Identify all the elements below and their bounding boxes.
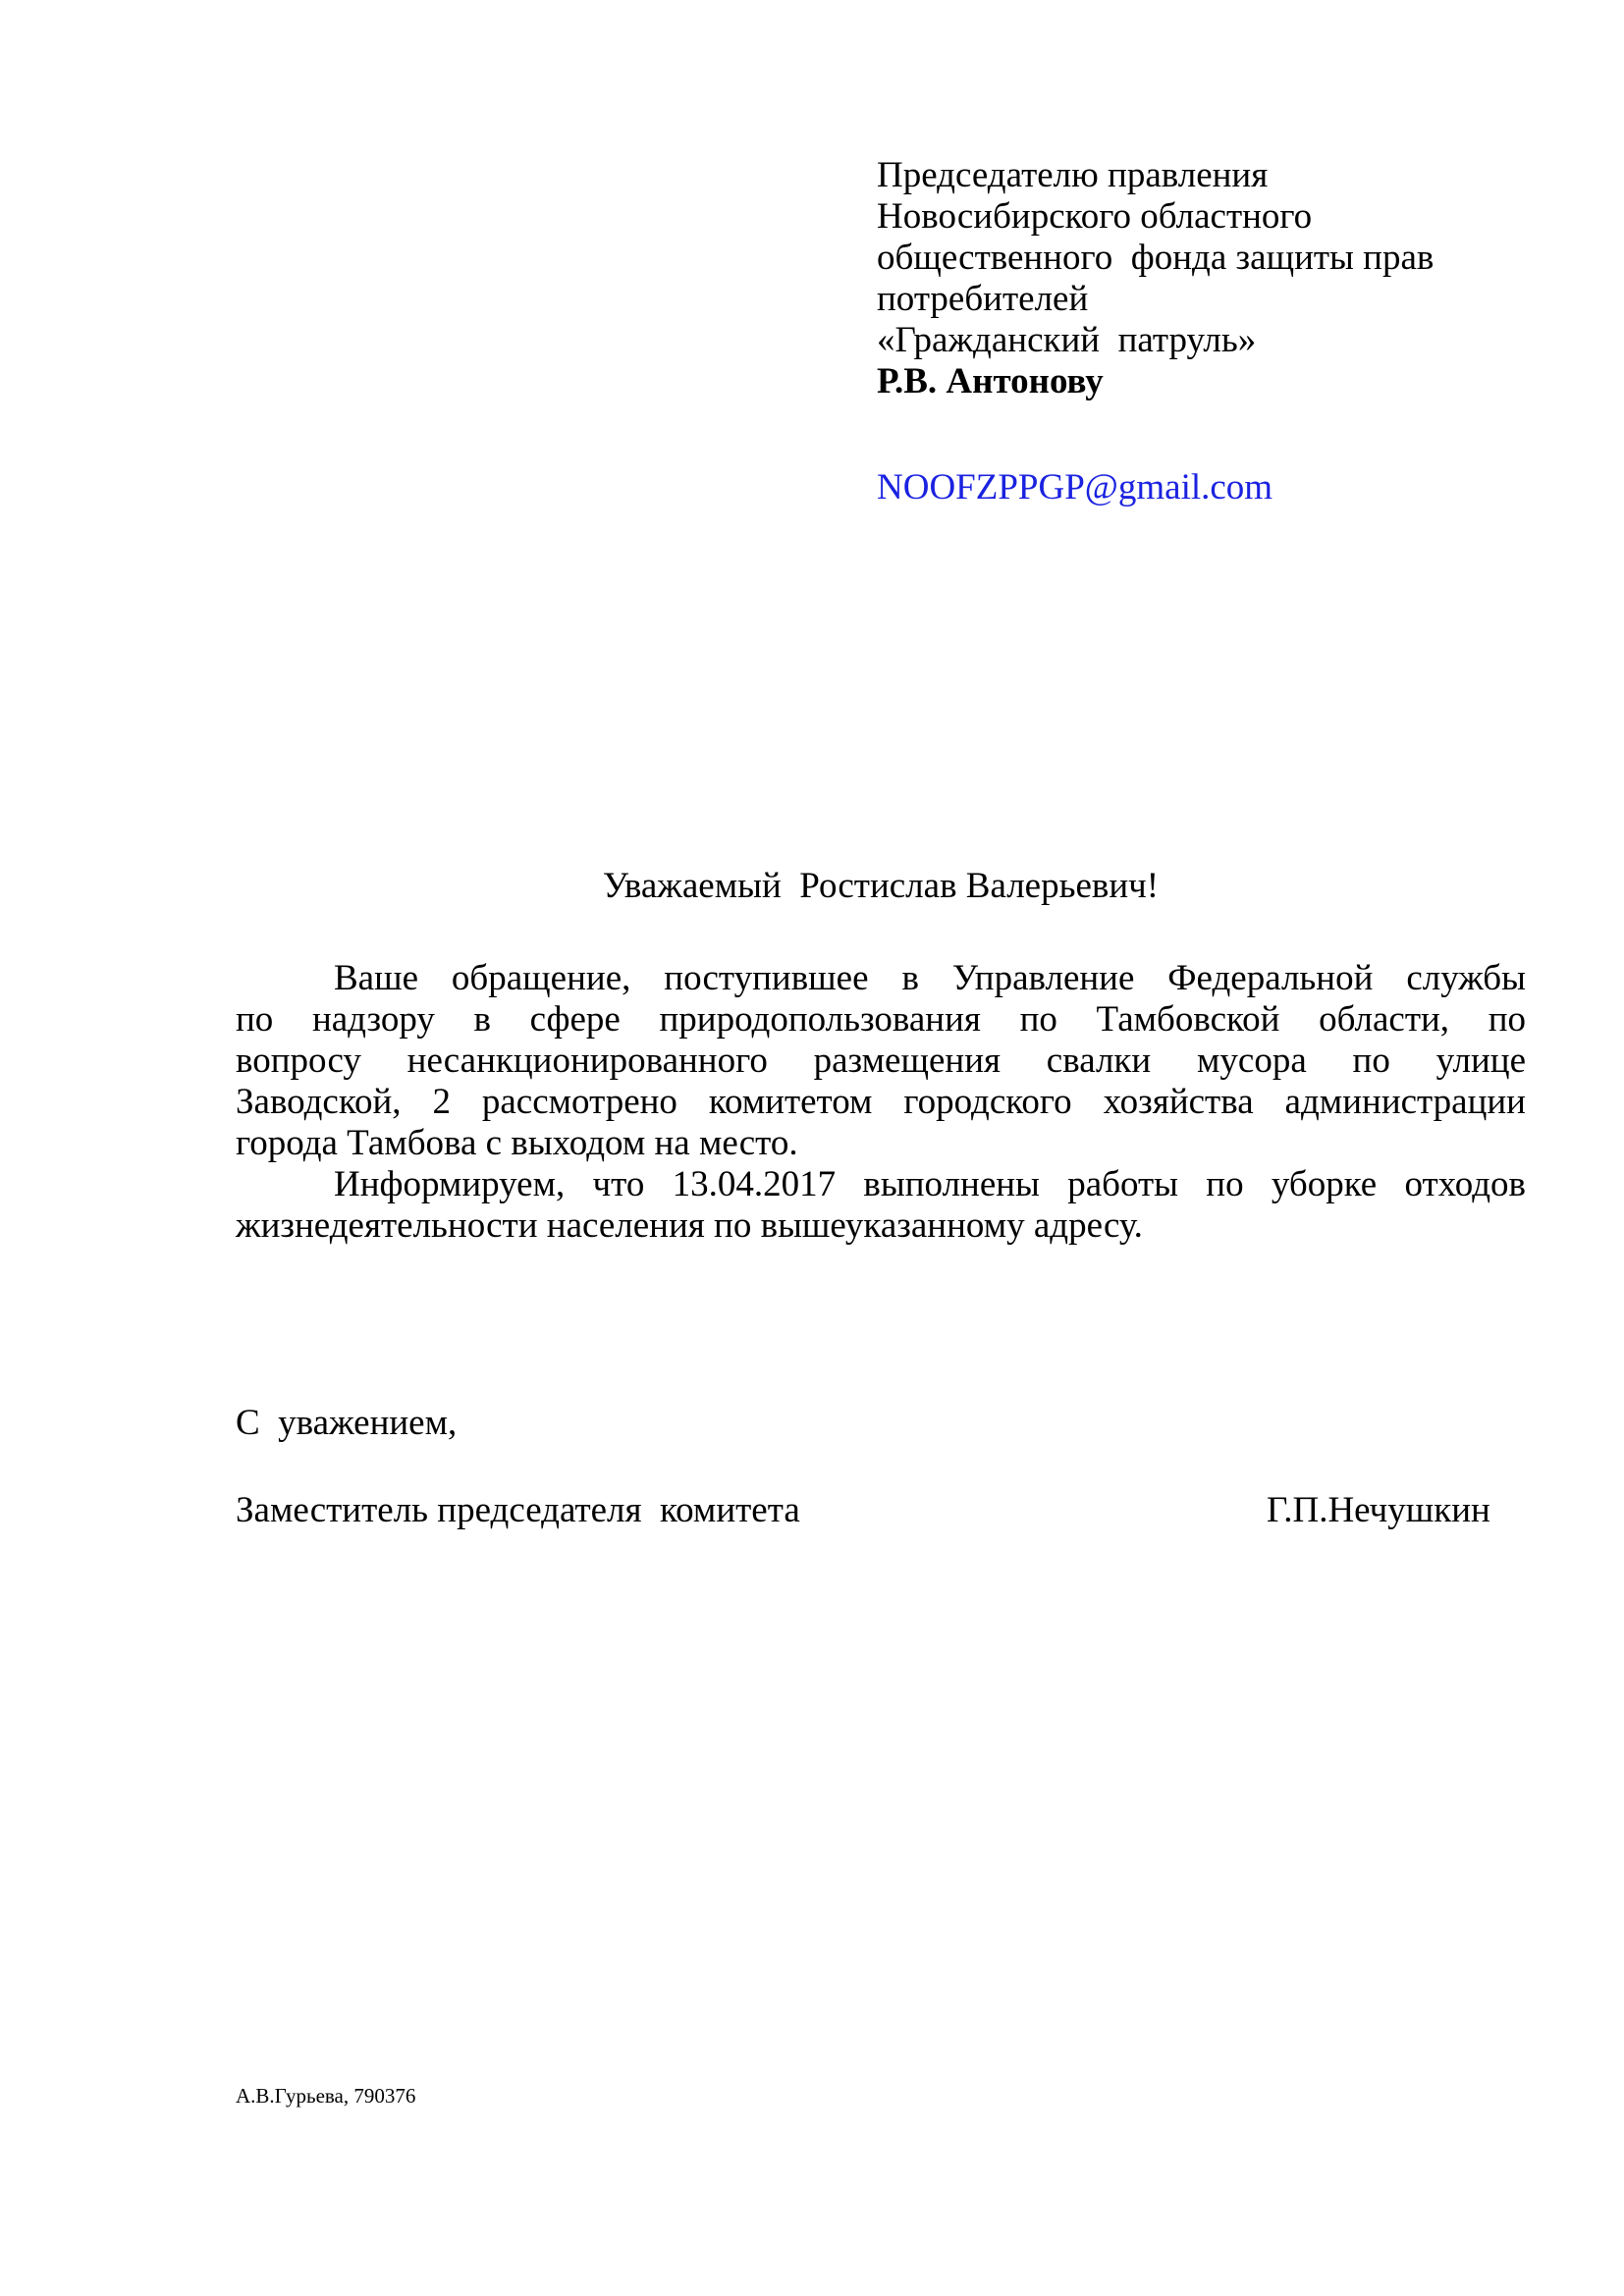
signer-name: Г.П.Нечушкин [1267,1490,1490,1530]
addressee-line: Новосибирского областного [877,196,1313,237]
addressee-name: Р.В. Антонову [877,361,1104,401]
signer-title: Заместитель председателя комитета [236,1490,800,1530]
letter-body [236,958,1526,1247]
body-line: по надзору в сфере природопользования по Тамбовской области, по [236,999,1526,1040]
executor-note: А.В.Гурьева, 790376 [236,2084,416,2108]
body-line: города Тамбова с выходом на место. [236,1123,798,1163]
addressee-line: потребителей [877,279,1089,319]
body-line: Информируем, что 13.04.2017 выполнены работы по уборке отходов [334,1164,1526,1204]
closing-phrase: С уважением, [236,1403,458,1443]
addressee-line: общественного фонда защиты прав [877,238,1435,278]
body-line: жизнедеятельности населения по вышеуказанному адресу. [236,1205,1143,1246]
addressee-block [877,155,1584,402]
body-line: вопросу несанкционированного размещения свалки мусора по улице [236,1041,1526,1081]
salutation: Уважаемый Ростислав Валерьевич! [602,866,1160,906]
body-line: Ваше обращение, поступившее в Управление Федеральной службы [334,958,1526,998]
addressee-line: «Гражданский патруль» [877,320,1257,360]
addressee-email-link[interactable]: NOOFZPPGP@gmail.com [877,467,1273,507]
body-line: Заводской, 2 рассмотрено комитетом городского хозяйства администрации [236,1082,1526,1122]
addressee-line: Председателю правления [877,155,1269,195]
